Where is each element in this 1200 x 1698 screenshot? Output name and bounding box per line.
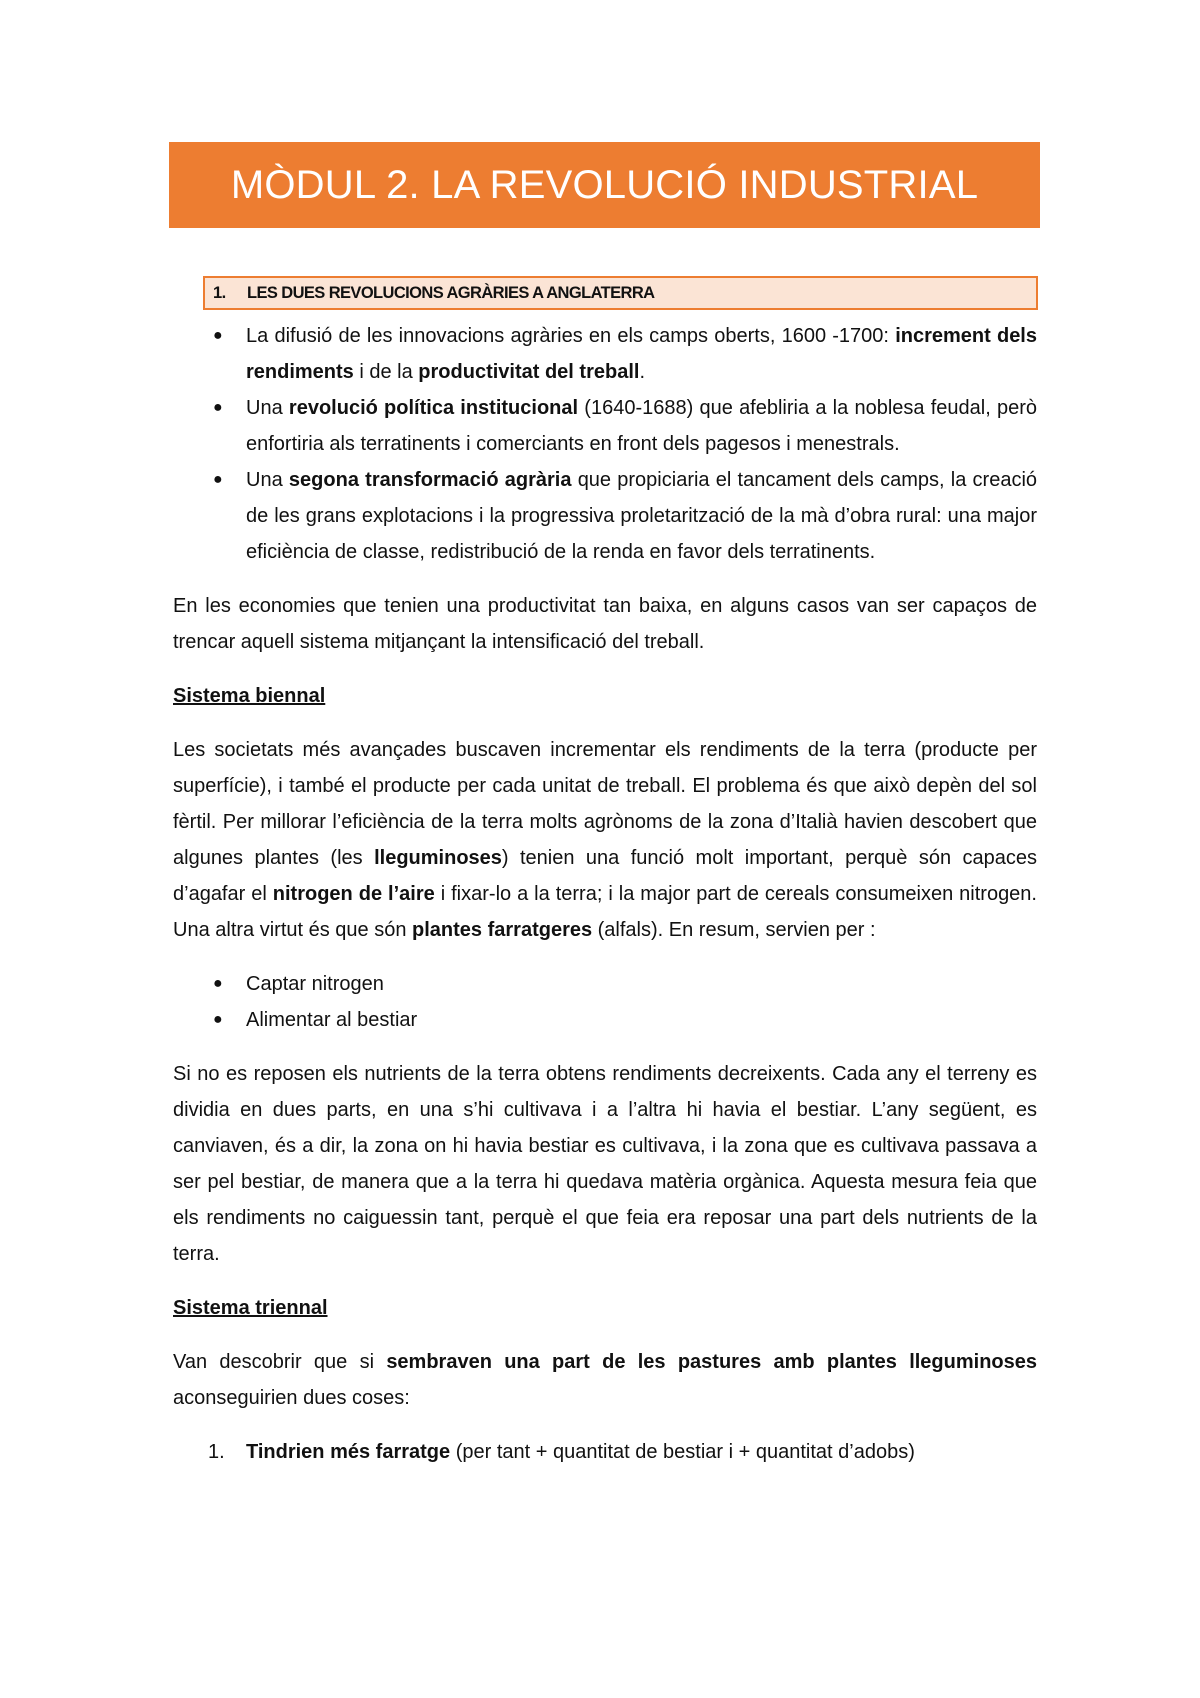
paragraph-triennal: Van descobrir que si sembraven una part de les pastures amb plantes lleguminoses aconseguirien dues coses: <box>173 1351 1037 1409</box>
section-heading <box>203 276 1038 310</box>
paragraph-nutrients: Si no es reposen els nutrients de la terra obtens rendiments decreixents. Cada any el terreny es dividia en dues parts, en una s’hi cultivava i a l’altra hi havia el bestiar. L’any següent, es canviaven, és a dir, la zona on hi havia bestiar es cultivava, i la zona que es cultivava passava a ser pel bestiar, de manera que a la terra hi quedava matèria orgànica. Aquesta mesura feia que els rendiments no caiguessin tant, perquè el que feia era reposar una part dels nutrients de la terra. <box>173 1063 1037 1265</box>
paragraph-biennal: Les societats més avançades buscaven incrementar els rendiments de la terra (producte per superfície), i també el producte per cada unitat de treball. El problema és que això depèn del sol fèrtil. Per millorar l’eficiència de la terra molts agrònoms de la zona d’Italià havien descobert que algunes plantes (les lleguminoses) tenien una funció molt important, perquè són capaces d’agafar el nitrogen de l’aire i fixar-lo a la terra; i la major part de cereals consumeixen nitrogen. Una altra virtut és que són plantes farratgeres (alfals). En resum, servien per : <box>173 739 1037 941</box>
list-item: ● La difusió de les innovacions agràries en els camps oberts, 1600 -1700: increment dels rendiments i de la productivitat del treball. <box>173 318 1037 390</box>
list-item: 1. Tindrien més farratge (per tant + quantitat de bestiar i + quantitat d’adobs) <box>173 1434 1037 1470</box>
page-title: MÒDUL 2. LA REVOLUCIÓ INDUSTRIAL <box>230 162 979 207</box>
bullet-icon: ● <box>213 399 223 416</box>
bullet-icon: ● <box>213 975 223 992</box>
document-body <box>173 318 1037 1470</box>
bullet-list-revolutions <box>173 318 1037 570</box>
list-number: 1. <box>208 1441 225 1463</box>
bullet-icon: ● <box>213 471 223 488</box>
numbered-list <box>173 1434 1037 1470</box>
section-title: LES DUES REVOLUCIONS AGRÀRIES A ANGLATERRA <box>247 283 655 302</box>
heading-triennal: Sistema triennal <box>173 1297 328 1319</box>
list-item: ● Alimentar al bestiar <box>173 1002 1037 1038</box>
bullet-list-uses <box>173 966 1037 1038</box>
title-banner <box>169 142 1040 228</box>
list-item: ● Una segona transformació agrària que propiciaria el tancament dels camps, la creació de les grans explotacions i la progressiva proletarització de la mà d’obra rural: una major eficiència de classe, redistribució de la renda en favor dels terratinents. <box>173 462 1037 570</box>
bullet-icon: ● <box>213 1011 223 1028</box>
bullet-icon: ● <box>213 327 223 344</box>
heading-biennal: Sistema biennal <box>173 685 326 707</box>
section-number: 1. <box>213 283 226 302</box>
list-item: ● Una revolució política institucional (1640-1688) que afebliria a la noblesa feudal, però enfortiria als terratinents i comerciants en front dels pagesos i menestrals. <box>173 390 1037 462</box>
list-item: ● Captar nitrogen <box>173 966 1037 1002</box>
paragraph-intensification: En les economies que tenien una productivitat tan baixa, en alguns casos van ser capaços de trencar aquell sistema mitjançant la intensificació del treball. <box>173 595 1037 653</box>
